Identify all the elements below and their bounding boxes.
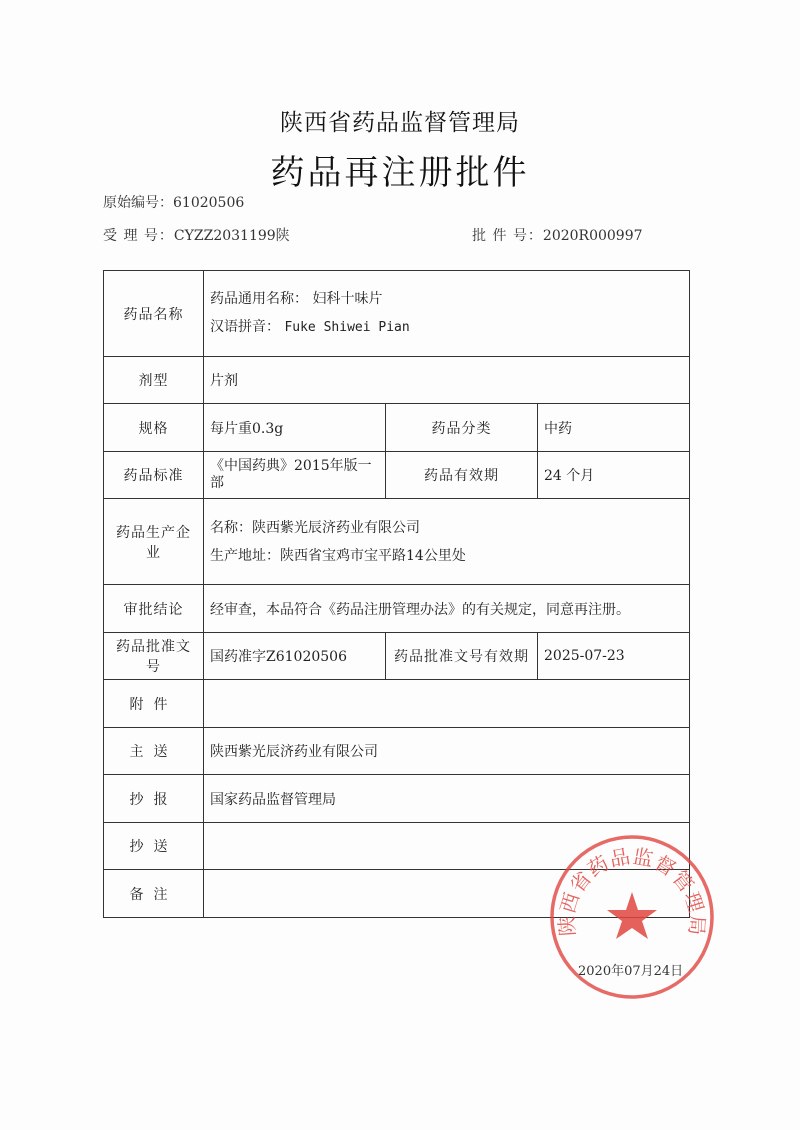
row-send-to	[104, 728, 690, 775]
manufacturer-cell	[204, 499, 690, 585]
acceptance-number-label: 受 理 号：	[103, 228, 174, 244]
row-conclusion	[104, 585, 690, 633]
spec-value: 每片重0.3g	[204, 404, 386, 452]
approval-no-validity-label: 药品批准文号有效期	[386, 633, 538, 680]
mfr-name-value: 陕西紫光辰济药业有限公司	[252, 519, 420, 536]
approval-no-label: 药品批准文号	[104, 633, 204, 680]
cc-report-label: 抄报	[104, 775, 204, 823]
generic-name-label: 药品通用名称：	[210, 291, 308, 307]
approval-table	[103, 270, 690, 918]
authority-title: 陕西省药品监督管理局	[280, 110, 520, 136]
mfr-addr-label: 生产地址：	[210, 547, 280, 564]
original-number	[103, 192, 244, 212]
approval-number	[472, 225, 643, 245]
category-label: 药品分类	[386, 404, 538, 452]
seal-text: 陕西省药品监督管理局	[554, 843, 710, 937]
row-drug-name	[104, 271, 690, 357]
mfr-name-label: 名称：	[210, 519, 252, 536]
validity-value: 24 个月	[538, 452, 690, 499]
attachment-value	[204, 680, 690, 728]
cc-send-label: 抄送	[104, 823, 204, 870]
dosage-form-label: 剂型	[104, 357, 204, 404]
approval-no-value: 国药准字Z61020506	[204, 633, 386, 680]
conclusion-value: 经审查，本品符合《药品注册管理办法》的有关规定，同意再注册。	[204, 585, 690, 633]
original-number-value: 61020506	[173, 195, 245, 211]
row-manufacturer	[104, 499, 690, 585]
row-approval-no	[104, 633, 690, 680]
cc-report-value: 国家药品监督管理局	[204, 775, 690, 823]
pinyin-label: 汉语拼音：	[210, 319, 280, 335]
approval-number-value: 2020R000997	[542, 228, 643, 244]
approval-number-label: 批 件 号：	[472, 228, 543, 244]
remarks-label: 备注	[104, 870, 204, 918]
standard-line-1: 《中国药典》2015年版一	[210, 458, 372, 474]
standard-label: 药品标准	[104, 452, 204, 499]
acceptance-number-value: CYZZ2031199陕	[173, 228, 290, 244]
row-cc-report	[104, 775, 690, 823]
validity-label: 药品有效期	[386, 452, 538, 499]
pinyin-value: Fuke Shiwei Pian	[284, 320, 410, 335]
drug-name-label: 药品名称	[104, 271, 204, 357]
acceptance-number	[103, 225, 290, 245]
approval-no-validity-value: 2025-07-23	[538, 633, 690, 680]
document-title: 药品再注册批件	[270, 153, 530, 193]
row-dosage-form	[104, 357, 690, 404]
generic-name-value: 妇科十味片	[312, 291, 383, 307]
category-value: 中药	[538, 404, 690, 452]
spec-label: 规格	[104, 404, 204, 452]
original-number-label: 原始编号：	[103, 195, 173, 211]
seal-star-icon	[607, 892, 657, 939]
row-spec	[104, 404, 690, 452]
row-standard	[104, 452, 690, 499]
row-attachment	[104, 680, 690, 728]
manufacturer-label: 药品生产企业	[104, 499, 204, 585]
dosage-form-value: 片剂	[204, 357, 690, 404]
attachment-label: 附件	[104, 680, 204, 728]
standard-line-2: 部	[210, 475, 224, 491]
mfr-addr-value: 陕西省宝鸡市宝平路14公里处	[280, 547, 466, 564]
conclusion-label: 审批结论	[104, 585, 204, 633]
standard-value	[204, 452, 386, 499]
seal-date: 2020年07月24日	[578, 964, 684, 979]
drug-name-cell	[204, 271, 690, 357]
send-to-value: 陕西紫光辰济药业有限公司	[204, 728, 690, 775]
send-to-label: 主送	[104, 728, 204, 775]
